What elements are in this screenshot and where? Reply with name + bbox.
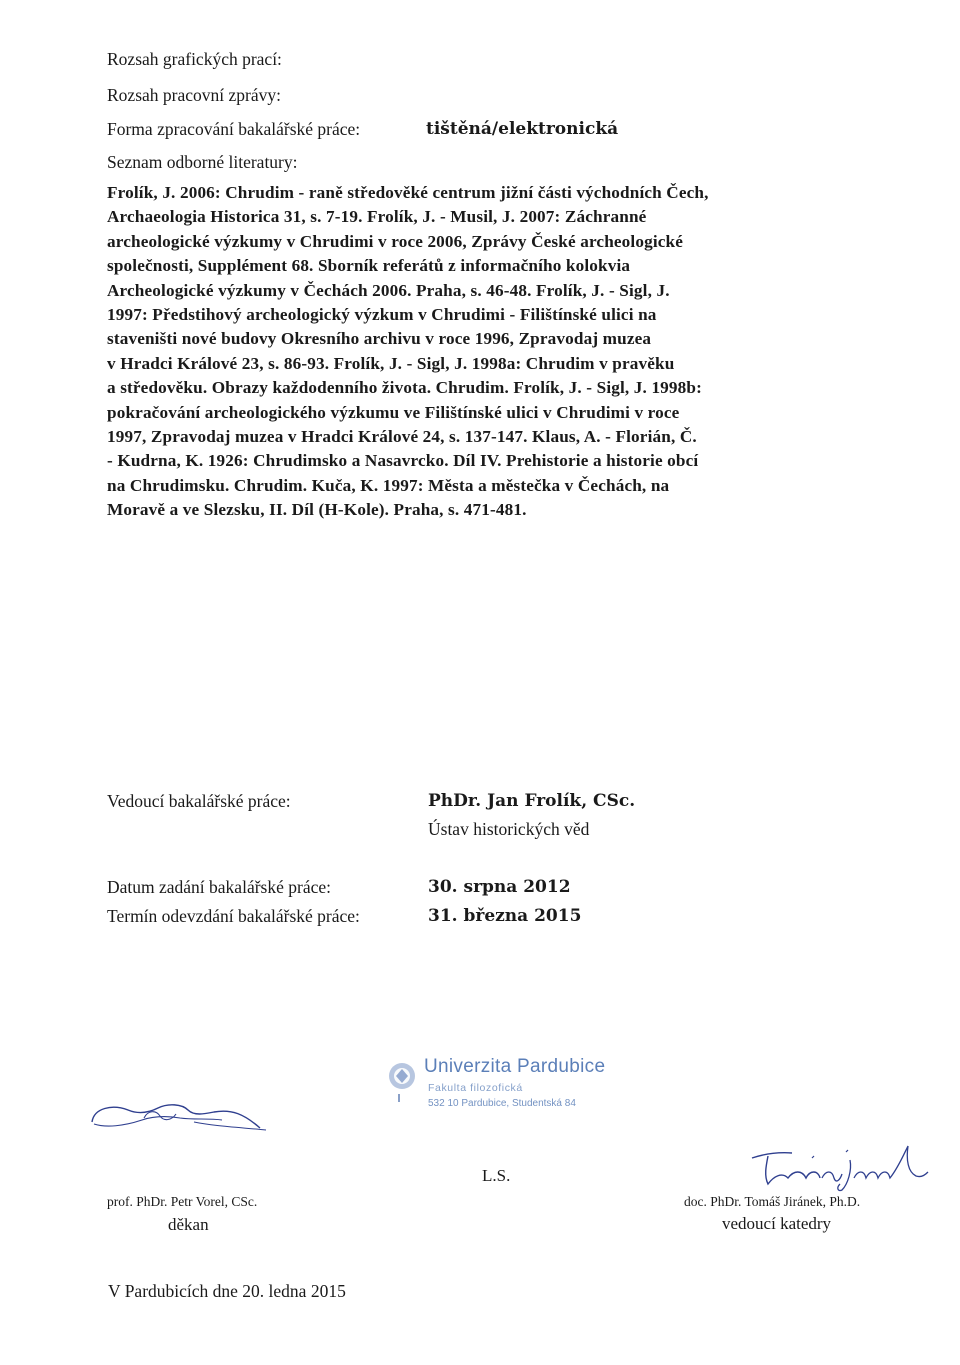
field-literature <box>107 151 298 173</box>
literature-line: 1997, Zpravodaj muzea v Hradci Králové 24, s. 137-147. Klaus, A. - Florián, Č. <box>107 427 697 447</box>
stamp-faculty: Fakulta filozofická <box>428 1082 523 1094</box>
university-logo-icon <box>384 1060 424 1106</box>
supervisor-name: PhDr. Jan Frolík, CSc. <box>428 791 636 811</box>
dean-signature-icon <box>84 1090 274 1142</box>
deadline-value: 31. března 2015 <box>428 906 582 926</box>
literature-line: 1997: Předstihový archeologický výzkum v Chrudimi - Filištínské ulici na <box>107 305 657 325</box>
head-signature-icon <box>748 1140 930 1196</box>
ls-mark: L.S. <box>482 1166 511 1185</box>
literature-list <box>107 181 897 523</box>
head-name: doc. PhDr. Tomáš Jiránek, Ph.D. <box>684 1194 861 1209</box>
literature-line: Frolík, J. 2006: Chrudim - raně středověké centrum jižní části východních Čech, <box>107 183 709 202</box>
literature-line: v Hradci Králové 23, s. 86-93. Frolík, J. - Sigl, J. 1998a: Chrudim v pravěku <box>107 353 675 373</box>
field-label: Rozsah grafických prací: <box>107 49 282 69</box>
literature-line: pokračování archeologického výzkumu ve Filištínské ulici v Chrudimi v roce <box>107 402 680 422</box>
field-report-extent <box>107 84 281 106</box>
field-value: tištěná/elektronická <box>426 119 619 139</box>
field-graphics-extent <box>107 48 282 70</box>
dean-name: prof. PhDr. Petr Vorel, CSc. <box>107 1194 258 1209</box>
literature-line: - Kudrna, K. 1926: Chrudimsko a Nasavrcko. Díl IV. Prehistorie a historie obcí <box>107 451 699 471</box>
field-label: Seznam odborné literatury: <box>107 152 298 172</box>
dean-title: děkan <box>168 1215 209 1234</box>
deadline-label: Termín odevzdání bakalářské práce: <box>107 906 360 926</box>
supervisor-label: Vedoucí bakalářské práce: <box>107 791 291 811</box>
literature-line: Archeologické výzkumy v Čechách 2006. Praha, s. 46-48. Frolík, J. - Sigl, J. <box>107 280 670 300</box>
place-date: V Pardubicích dne 20. ledna 2015 <box>108 1281 346 1301</box>
field-label: Forma zpracování bakalářské práce: <box>107 119 361 139</box>
assigned-date-value: 30. srpna 2012 <box>428 877 571 897</box>
literature-line: staveništi nové budovy Okresního archivu v roce 1996, Zpravodaj muzea <box>107 329 652 349</box>
assigned-date-label: Datum zadání bakalářské práce: <box>107 877 331 897</box>
head-title: vedoucí katedry <box>722 1214 832 1233</box>
university-stamp <box>384 1056 614 1134</box>
supervisor-institute: Ústav historických věd <box>428 819 590 839</box>
literature-line: a středověku. Obrazy každodenního života. Chrudim. Frolík, J. - Sigl, J. 1998b: <box>107 378 702 398</box>
field-thesis-form <box>107 118 619 140</box>
field-label: Rozsah pracovní zprávy: <box>107 85 281 105</box>
stamp-address: 532 10 Pardubice, Studentská 84 <box>428 1098 576 1109</box>
literature-line: Archaeologia Historica 31, s. 7-19. Frolík, J. - Musil, J. 2007: Záchranné <box>107 207 647 227</box>
literature-line: Moravě a ve Slezsku, II. Díl (H-Kole). Praha, s. 471-481. <box>107 500 527 520</box>
literature-line: na Chrudimsku. Chrudim. Kuča, K. 1997: Města a městečka v Čechách, na <box>107 475 670 495</box>
literature-line: společnosti, Supplément 68. Sborník referátů z informačního kolokvia <box>107 256 631 276</box>
stamp-university: Univerzita Pardubice <box>424 1056 606 1077</box>
literature-line: archeologické výzkumy v Chrudimi v roce 2006, Zprávy České archeologické <box>107 231 684 251</box>
